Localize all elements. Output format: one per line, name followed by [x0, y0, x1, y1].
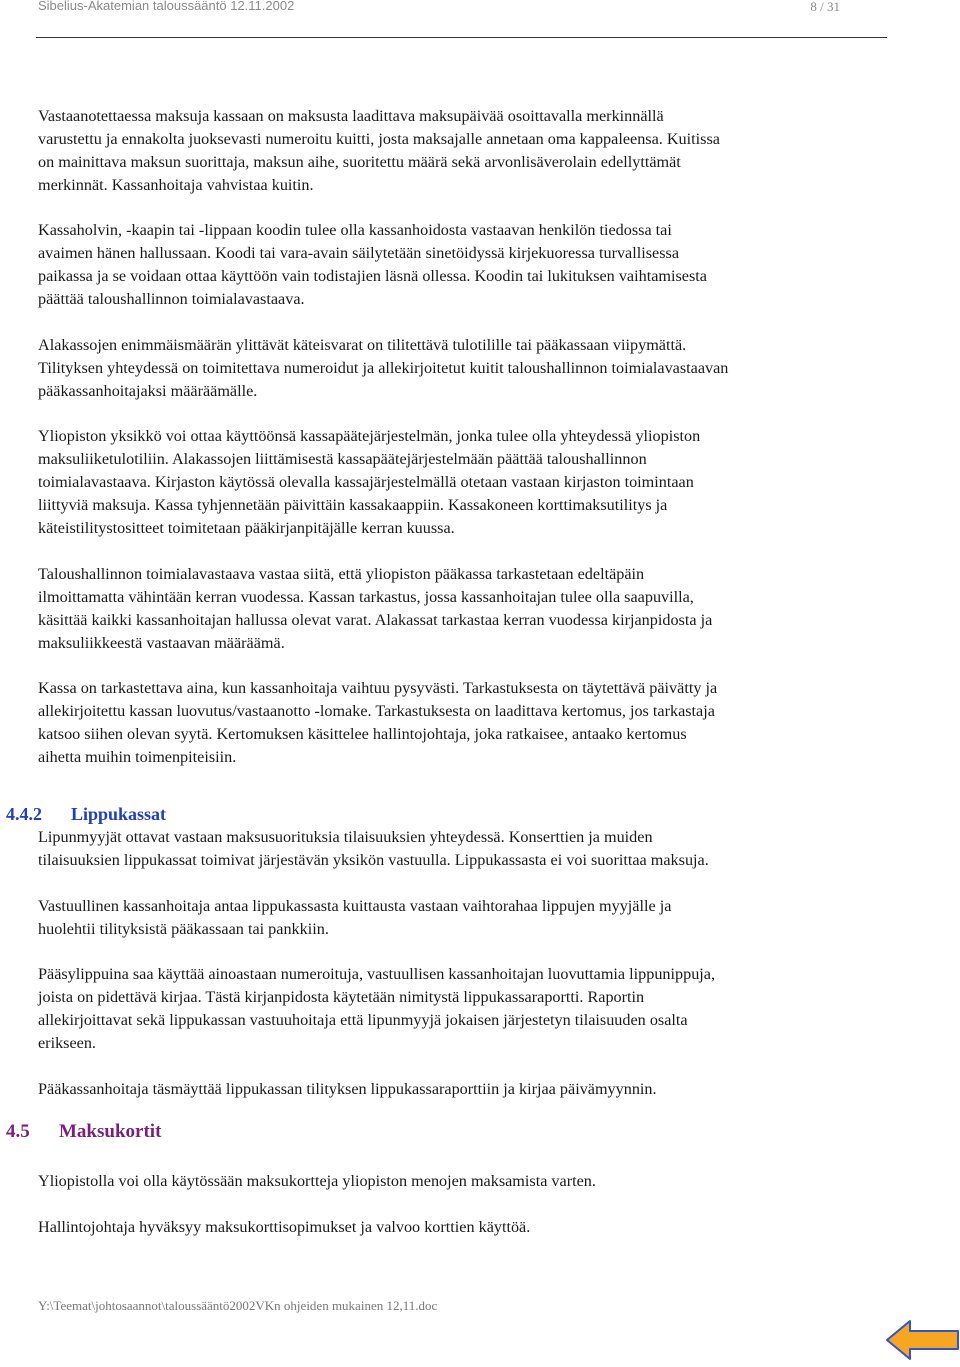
- text-line: Pääkassanhoitaja täsmäyttää lippukassan tilityksen lippukassaraporttiin ja kirjaa päivämyynnin.: [38, 1080, 657, 1098]
- section-number: 4.5: [6, 1121, 30, 1142]
- text-line: merkinnät. Kassanhoitaja vahvistaa kuitin.: [38, 176, 314, 194]
- paragraph-payment-cards: [38, 1170, 898, 1193]
- paragraph-cashier-change: [38, 677, 898, 769]
- text-line: avaimen hänen hallussaan. Koodi tai vara-avain säilytetään sinetöidyssä kirjekuoressa turvallisessa: [38, 244, 680, 262]
- text-line: maksuliiketulotiliin. Alakassojen liittämisestä kassapäätejärjestelmään päättää taloushallinnon: [38, 450, 647, 468]
- paragraph-ticket-report: [38, 963, 898, 1055]
- text-line: Pääsylippuina saa käyttää ainoastaan numeroituja, vastuullisen kassanhoitajan luovuttamia lippunippuja,: [38, 965, 716, 983]
- text-line: pääkassanhoitajaksi määräämälle.: [38, 382, 258, 400]
- text-line: Alakassojen enimmäismäärän ylittävät käteisvarat on tilitettävä tulotilille tai pääkassaan viipymättä.: [38, 336, 687, 354]
- text-line: huolehtii tilityksistä pääkassaan tai pankkiin.: [38, 920, 329, 938]
- text-line: varustettu ja ennakolta juoksevasti numeroitu kuitti, josta maksajalle annetaan oma kappaleensa. Kuitissa: [38, 130, 720, 148]
- text-line: tilaisuuksien lippukassat toimivat järjestävän yksikön vastuulla. Lippukassasta ei voi suorittaa maksuja.: [38, 851, 709, 869]
- header-title: Sibelius-Akatemian taloussääntö 12.11.2002: [38, 0, 295, 13]
- text-line: paikassa ja se voidaan ottaa käyttöön vain todistajien läsnä ollessa. Koodin tai lukituksen vaihtamisesta: [38, 267, 707, 285]
- text-line: Yliopiston yksikkö voi ottaa käyttöönsä kassapäätejärjestelmän, jonka tulee olla yhteydessä yliopiston: [38, 427, 701, 445]
- text-line: ilmoittamatta vähintään kerran vuodessa. Kassan tarkastus, jossa kassanhoitajan tulee olla saapuvilla,: [38, 588, 694, 606]
- paragraph-change-money: [38, 895, 898, 941]
- text-line: joista on pidettävä kirjaa. Tästä kirjanpidosta käytetään nimitystä lippukassaraportti. Raportin: [38, 988, 645, 1006]
- paragraph-receipts: [38, 105, 898, 197]
- text-line: erikseen.: [38, 1034, 96, 1052]
- section-number: 4.4.2: [6, 804, 42, 824]
- page-number: 8 / 31: [810, 0, 840, 14]
- text-line: katsoo siihen olevan syytä. Kertomuksen käsittelee hallintojohtaja, joka ratkaisee, antaako kertomus: [38, 725, 687, 743]
- paragraph-vault-code: [38, 219, 898, 311]
- text-line: Lipunmyyjät ottavat vastaan maksusuorituksia tilaisuuksien yhteydessä. Konserttien ja muiden: [38, 828, 653, 846]
- text-line: Tilityksen yhteydessä on toimitettava numeroidut ja allekirjoitetut kuitit taloushallinnon toimialavastaavan: [38, 359, 729, 377]
- text-line: Hallintojohtaja hyväksyy maksukorttisopimukset ja valvoo korttien käyttöä.: [38, 1218, 531, 1236]
- text-line: on mainittava maksun suorittaja, maksun aihe, suoritettu määrä sekä arvonlisäverolain edellyttämät: [38, 153, 681, 171]
- paragraph-pos-system: [38, 425, 898, 540]
- text-line: Vastaanotettaessa maksuja kassaan on maksusta laadittava maksupäivää osoittavalla merkinnällä: [38, 107, 664, 125]
- paragraph-cash-audit: [38, 563, 898, 655]
- text-line: maksuliikkeestä vastaavan määräämä.: [38, 634, 285, 652]
- section-heading-maksukortit: [6, 1120, 306, 1143]
- text-line: Yliopistolla voi olla käytössään maksukortteja yliopiston menojen maksamista varten.: [38, 1172, 596, 1190]
- back-arrow-button[interactable]: [884, 1318, 960, 1362]
- text-line: aihetta muihin toimenpiteisiin.: [38, 748, 237, 766]
- text-line: liittyviä maksuja. Kassa tyhjennetään päivittäin kassakaappiin. Kassakoneen korttimaksutilitys ja: [38, 496, 668, 514]
- text-line: Kassa on tarkastettava aina, kun kassanhoitaja vaihtuu pysyvästi. Tarkastuksesta on täytettävä päivätty ja: [38, 679, 718, 697]
- section-title: Lippukassat: [71, 804, 167, 824]
- text-line: Taloushallinnon toimialavastaava vastaa siitä, että yliopiston pääkassa tarkastetaan edeltäpäin: [38, 565, 645, 583]
- text-line: Kassaholvin, -kaapin tai -lippaan koodin tulee olla kassanhoidosta vastaavan henkilön tiedossa tai: [38, 221, 672, 239]
- paragraph-subcash-limit: [38, 334, 898, 403]
- header-divider: [36, 37, 887, 38]
- section-title: Maksukortit: [59, 1121, 162, 1142]
- text-line: allekirjoittavat sekä lippukassan vastuuhoitaja että lipunmyyjä jokaisen järjestetyn tilaisuuden osalta: [38, 1011, 688, 1029]
- text-line: käsittää kaikki kassanhoitajan hallussa olevat varat. Alakassat tarkastaa kerran vuodessa kirjanpidosta ja: [38, 611, 713, 629]
- paragraph-card-approval: [38, 1216, 898, 1239]
- text-line: käteistilitystositteet toimitetaan pääkirjanpitäjälle kerran kuussa.: [38, 519, 455, 537]
- text-line: toimialavastaava. Kirjaston käytössä olevalla kassajärjestelmällä otetaan vastaan kirjaston toimintaan: [38, 473, 694, 491]
- paragraph-ticket-sellers: [38, 826, 898, 872]
- text-line: päättää taloushallinnon toimialavastaava.: [38, 290, 305, 308]
- paragraph-reconciliation: [38, 1078, 898, 1101]
- footer-file-path: Y:\Teemat\johtosaannot\taloussääntö2002VKn ohjeiden mukainen 12,11.doc: [38, 1298, 438, 1313]
- section-heading-lippukassat: [6, 803, 306, 826]
- back-arrow-icon: [884, 1318, 960, 1362]
- text-line: Vastuullinen kassanhoitaja antaa lippukassasta kuittausta vastaan vaihtorahaa lippujen myyjälle ja: [38, 897, 672, 915]
- text-line: allekirjoitettu kassan luovutus/vastaanotto -lomake. Tarkastuksesta on laadittava kertomus, jos tarkastaja: [38, 702, 715, 720]
